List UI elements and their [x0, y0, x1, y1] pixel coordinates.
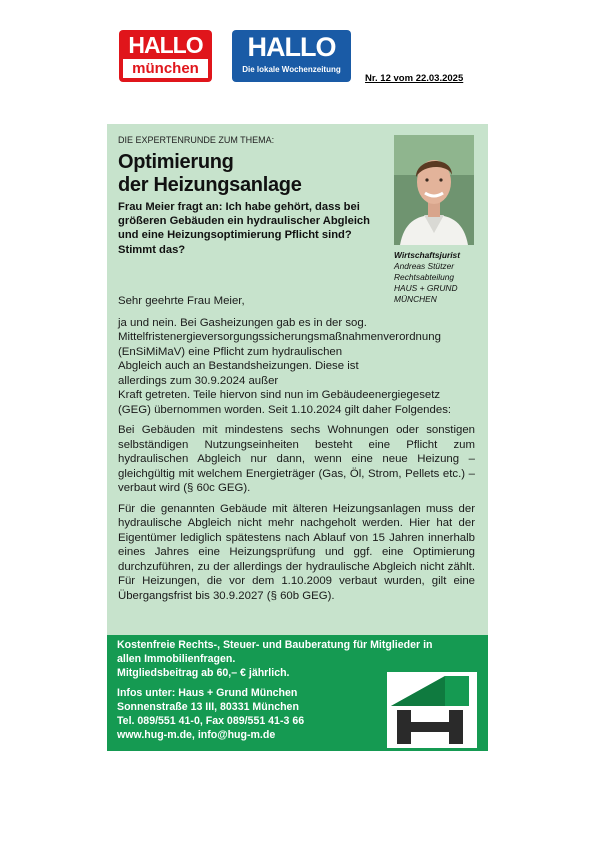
paragraph-1a: ja und nein. Bei Gasheizungen gab es in der sog. Mittelfristenergieversorgungssicherungsmaßnahmenverordnung (EnSiMiMaV) eine Pflicht zum hydraulischen Abgleich auch an Bestandsheizungen. Diese ist allerdings zum 30.9.2024 außer — [118, 316, 441, 387]
hallo-wochenzeitung-logo — [232, 30, 351, 82]
footer-line: allen Immobilienfragen. — [117, 653, 236, 665]
house-icon — [387, 672, 477, 748]
hallo-muenchen-logo — [119, 30, 212, 82]
logo-city-text: münchen — [123, 59, 208, 78]
issue-date: Nr. 12 vom 22.03.2025 — [365, 73, 464, 84]
expert-article — [107, 124, 488, 751]
expert-name: Andreas Stützer — [394, 261, 455, 271]
info-footer — [107, 635, 488, 751]
portrait-image — [394, 135, 474, 245]
footer-line: Tel. 089/551 41-0, Fax 089/551 41-3 66 — [117, 715, 305, 727]
footer-link-line[interactable]: www.hug-m.de, info@hug-m.de — [117, 729, 276, 741]
expert-photo — [394, 135, 474, 245]
logo-tagline: Die lokale Wochenzeitung — [242, 65, 341, 74]
reader-question: Frau Meier fragt an: Ich habe gehört, dass bei größeren Gebäuden ein hydraulischer Abgleich und eine Heizungsoptimierung Pflicht sind? Stimmt das? — [118, 201, 370, 256]
logo-hallo-text: HALLO — [128, 32, 203, 58]
haus-und-grund-logo — [387, 672, 477, 748]
paragraph-1b: Kraft getreten. Teile hiervon sind nun im Gebäudeenergiegesetz (GEG) übernommen worden. Seit 1.10.2024 gilt daher Folgendes: — [118, 389, 452, 416]
logo-hallo-text-blue: HALLO — [247, 32, 336, 62]
article-body — [118, 294, 475, 609]
headline-line-1: Optimierung — [118, 151, 234, 173]
article-kicker: DIE EXPERTENRUNDE ZUM THEMA: — [118, 135, 275, 145]
article-headline — [118, 151, 302, 197]
headline-line-2: der Heizungsanlage — [118, 174, 302, 196]
footer-line: Mitgliedsbeitrag ab 60,– € jährlich. — [117, 667, 290, 679]
footer-line: Infos unter: Haus + Grund München — [117, 687, 298, 699]
expert-department: Rechtsabteilung — [394, 272, 455, 282]
paragraph-3: Für die genannten Gebäude mit älteren Heizungsanlagen muss der hydraulische Abgleich nicht mehr nachgeholt werden. Hier hat der Eigentümer lediglich spätestens nach Ablauf von 15 Jahren innerhalb eines Jahres eine Heizungsprüfung und ggf. eine Optimierung durchzuführen, zu der allerdings der hydraulische Abgleich nicht zählt. Für Heizungen, die vor dem 1.10.2009 verbaut wurden, gilt eine Übergangsfrist bis 30.9.2027 (§ 60b GEG). — [118, 502, 475, 602]
expert-city: MÜNCHEN — [394, 294, 437, 304]
salutation: Sehr geehrte Frau Meier, — [118, 295, 245, 307]
footer-line: Sonnenstraße 13 III, 80331 München — [117, 701, 299, 713]
paragraph-2: Bei Gebäuden mit mindestens sechs Wohnungen oder sonstigen selbständigen Nutzungseinheiten besteht eine Pflicht zum hydraulischen Abgleich nur dann, wenn eine neue Heizung – gleichgültig mit welchem Energieträger (Gas, Öl, Strom, Pellets etc.) – verbaut wird (§ 60c GEG). — [118, 424, 475, 494]
footer-line: Kostenfreie Rechts-, Steuer- und Bauberatung für Mitglieder in — [117, 639, 433, 651]
expert-organisation: HAUS + GRUND — [394, 283, 458, 293]
expert-role: Wirtschaftsjurist — [394, 250, 461, 260]
